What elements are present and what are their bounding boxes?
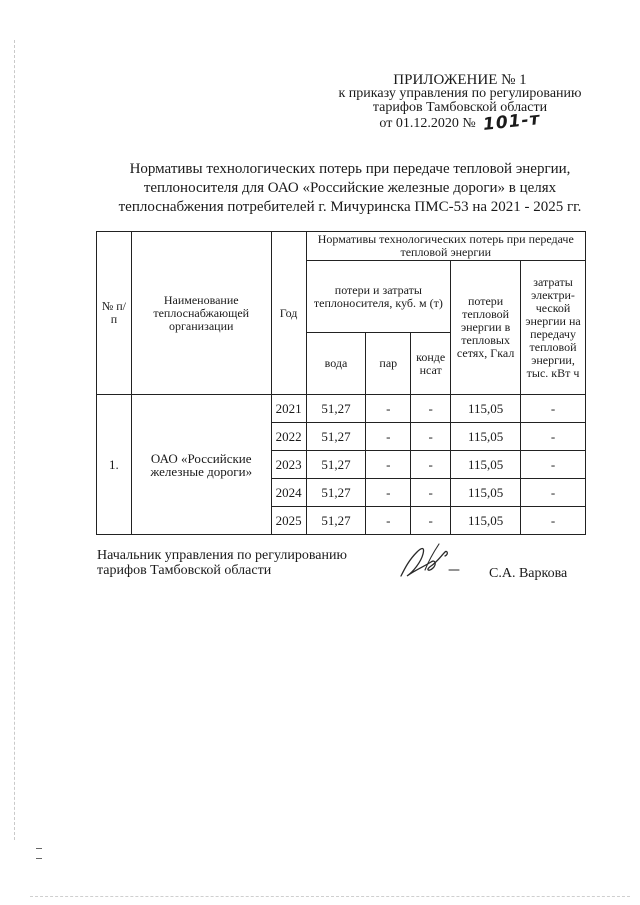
order-date-line (330, 109, 590, 135)
cell-steam: - (366, 479, 411, 507)
cell-year: 2023 (271, 451, 306, 479)
signature-block (97, 548, 347, 578)
header-org-name: Наименование теплоснабжающей организации (131, 232, 271, 395)
cell-electricity: - (521, 423, 586, 451)
cell-electricity: - (521, 451, 586, 479)
cell-electricity: - (521, 395, 586, 423)
cell-condensate: - (411, 423, 451, 451)
header-row-1 (97, 232, 586, 261)
cell-steam: - (366, 451, 411, 479)
cell-condensate: - (411, 507, 451, 535)
signer-position-line-1: Начальник управления по регулированию (97, 548, 347, 563)
cell-water: 51,27 (306, 507, 366, 535)
header-coolant: потери и затраты теплоносителя, куб. м (т) (306, 261, 451, 333)
row-number: 1. (97, 395, 132, 535)
header-steam: пар (366, 333, 411, 395)
appendix-line-2: тарифов Тамбовской области (372, 100, 548, 115)
header-year: Год (271, 232, 306, 395)
cell-electricity: - (521, 507, 586, 535)
header-condensate: конде нсат (411, 333, 451, 395)
scan-mark (36, 848, 42, 849)
cell-heat-loss: 115,05 (451, 507, 521, 535)
scan-mark (36, 858, 42, 859)
cell-year: 2022 (271, 423, 306, 451)
cell-heat-loss: 115,05 (451, 479, 521, 507)
header-water: вода (306, 333, 366, 395)
cell-year: 2025 (271, 507, 306, 535)
cell-condensate: - (411, 451, 451, 479)
table-row (97, 395, 586, 423)
header-norms: Нормативы технологических потерь при передаче тепловой энергии (306, 232, 585, 261)
title-line-2: теплоносителя для ОАО «Российские железные дороги» в целях (143, 180, 557, 196)
cell-condensate: - (411, 479, 451, 507)
signer-name: С.А. Варкова (489, 566, 568, 581)
cell-year: 2024 (271, 479, 306, 507)
cell-year: 2021 (271, 395, 306, 423)
appendix-heading: ПРИЛОЖЕНИЕ № 1 (393, 72, 527, 88)
cell-water: 51,27 (306, 423, 366, 451)
cell-steam: - (366, 423, 411, 451)
organization-name: ОАО «Российские железные дороги» (131, 395, 271, 535)
cell-condensate: - (411, 395, 451, 423)
header-electricity: затраты электри-ческой энергии на передачу тепловой энергии, тыс. кВт ч (521, 261, 586, 395)
norms-table (96, 231, 586, 535)
appendix-block (330, 72, 590, 135)
title-line-1: Нормативы технологических потерь при передаче тепловой энергии, (129, 161, 571, 177)
title-line-3: теплоснабжения потребителей г. Мичуринска ПМС-53 на 2021 - 2025 гг. (118, 199, 582, 215)
document-title (90, 160, 610, 217)
order-date: от 01.12.2020 № (379, 116, 476, 131)
signer-position-line-2: тарифов Тамбовской области (97, 563, 272, 578)
cell-heat-loss: 115,05 (451, 423, 521, 451)
cell-steam: - (366, 395, 411, 423)
scan-bottom-edge (30, 896, 630, 897)
cell-water: 51,27 (306, 479, 366, 507)
handwritten-signature (395, 540, 465, 585)
scan-edge-line (14, 40, 15, 840)
cell-electricity: - (521, 479, 586, 507)
order-number-handwritten: 101-т (482, 109, 542, 135)
cell-heat-loss: 115,05 (451, 395, 521, 423)
cell-heat-loss: 115,05 (451, 451, 521, 479)
cell-water: 51,27 (306, 451, 366, 479)
header-heat-loss: потери тепловой энергии в тепловых сетях, Гкал (451, 261, 521, 395)
cell-steam: - (366, 507, 411, 535)
cell-water: 51,27 (306, 395, 366, 423)
appendix-line-1: к приказу управления по регулированию (338, 86, 582, 101)
header-number: № п/п (97, 232, 132, 395)
